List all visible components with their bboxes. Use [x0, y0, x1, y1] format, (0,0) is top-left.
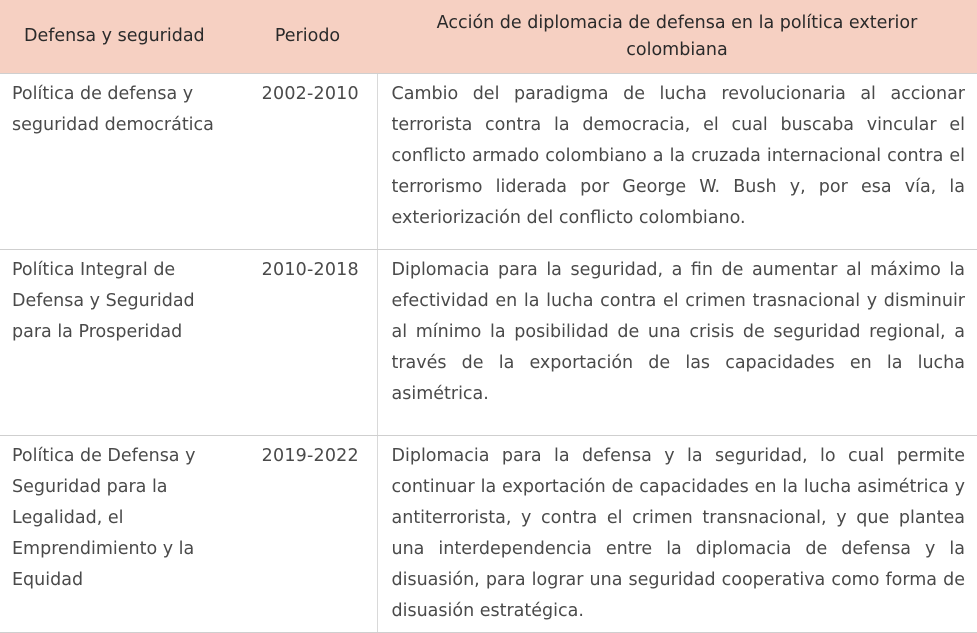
action-cell [377, 250, 977, 436]
policy-name-cell [0, 250, 238, 436]
header-accion-diplomacia: Acción de diplomacia de defensa en la política exterior colombiana [377, 0, 977, 74]
policy-name: Política de defensa y seguridad democrática [12, 84, 214, 135]
action-description: Cambio del paradigma de lucha revolucionaria al accionar terrorista contra la democracia, el cual buscaba vincular el conflicto armado colombiano a la cruzada internacional contra el terrorismo liderada por George W. Bush y, por esa vía, la exteriorización del conflicto colombiano. [391, 84, 965, 228]
period: 2019-2022 [261, 446, 359, 466]
header-periodo: Periodo [238, 0, 377, 74]
policy-name: Política Integral de Defensa y Seguridad para la Prosperidad [12, 260, 195, 342]
action-description: Diplomacia para la defensa y la seguridad, lo cual permite continuar la exportación de capacidades en la lucha asimétrica y antiterrorista, y contra el crimen transnacional, y que plantea una interdependencia entre la diplomacia de defensa y la disuasión, para lograr una seguridad cooperativa como forma de disuasión estratégica. [391, 446, 965, 621]
table-row [0, 74, 977, 250]
period-cell [238, 74, 377, 250]
action-cell [377, 74, 977, 250]
action-description: Diplomacia para la seguridad, a fin de aumentar al máximo la efectividad en la lucha contra el crimen trasnacional y disminuir al mínimo la posibilidad de una crisis de seguridad regional, a través de la exportación de las capacidades en la lucha asimétrica. [391, 260, 965, 404]
table-row [0, 250, 977, 436]
period-cell [238, 436, 377, 633]
action-cell [377, 436, 977, 633]
table-body [0, 74, 977, 633]
policy-name: Política de Defensa y Seguridad para la Legalidad, el Emprendimiento y la Equidad [12, 446, 196, 590]
period: 2002-2010 [261, 84, 359, 104]
table-row [0, 436, 977, 633]
header-defensa-seguridad: Defensa y seguridad [0, 0, 238, 74]
table-header [0, 0, 977, 74]
policy-name-cell [0, 74, 238, 250]
header-row [0, 0, 977, 74]
period: 2010-2018 [261, 260, 359, 280]
policy-name-cell [0, 436, 238, 633]
period-cell [238, 250, 377, 436]
